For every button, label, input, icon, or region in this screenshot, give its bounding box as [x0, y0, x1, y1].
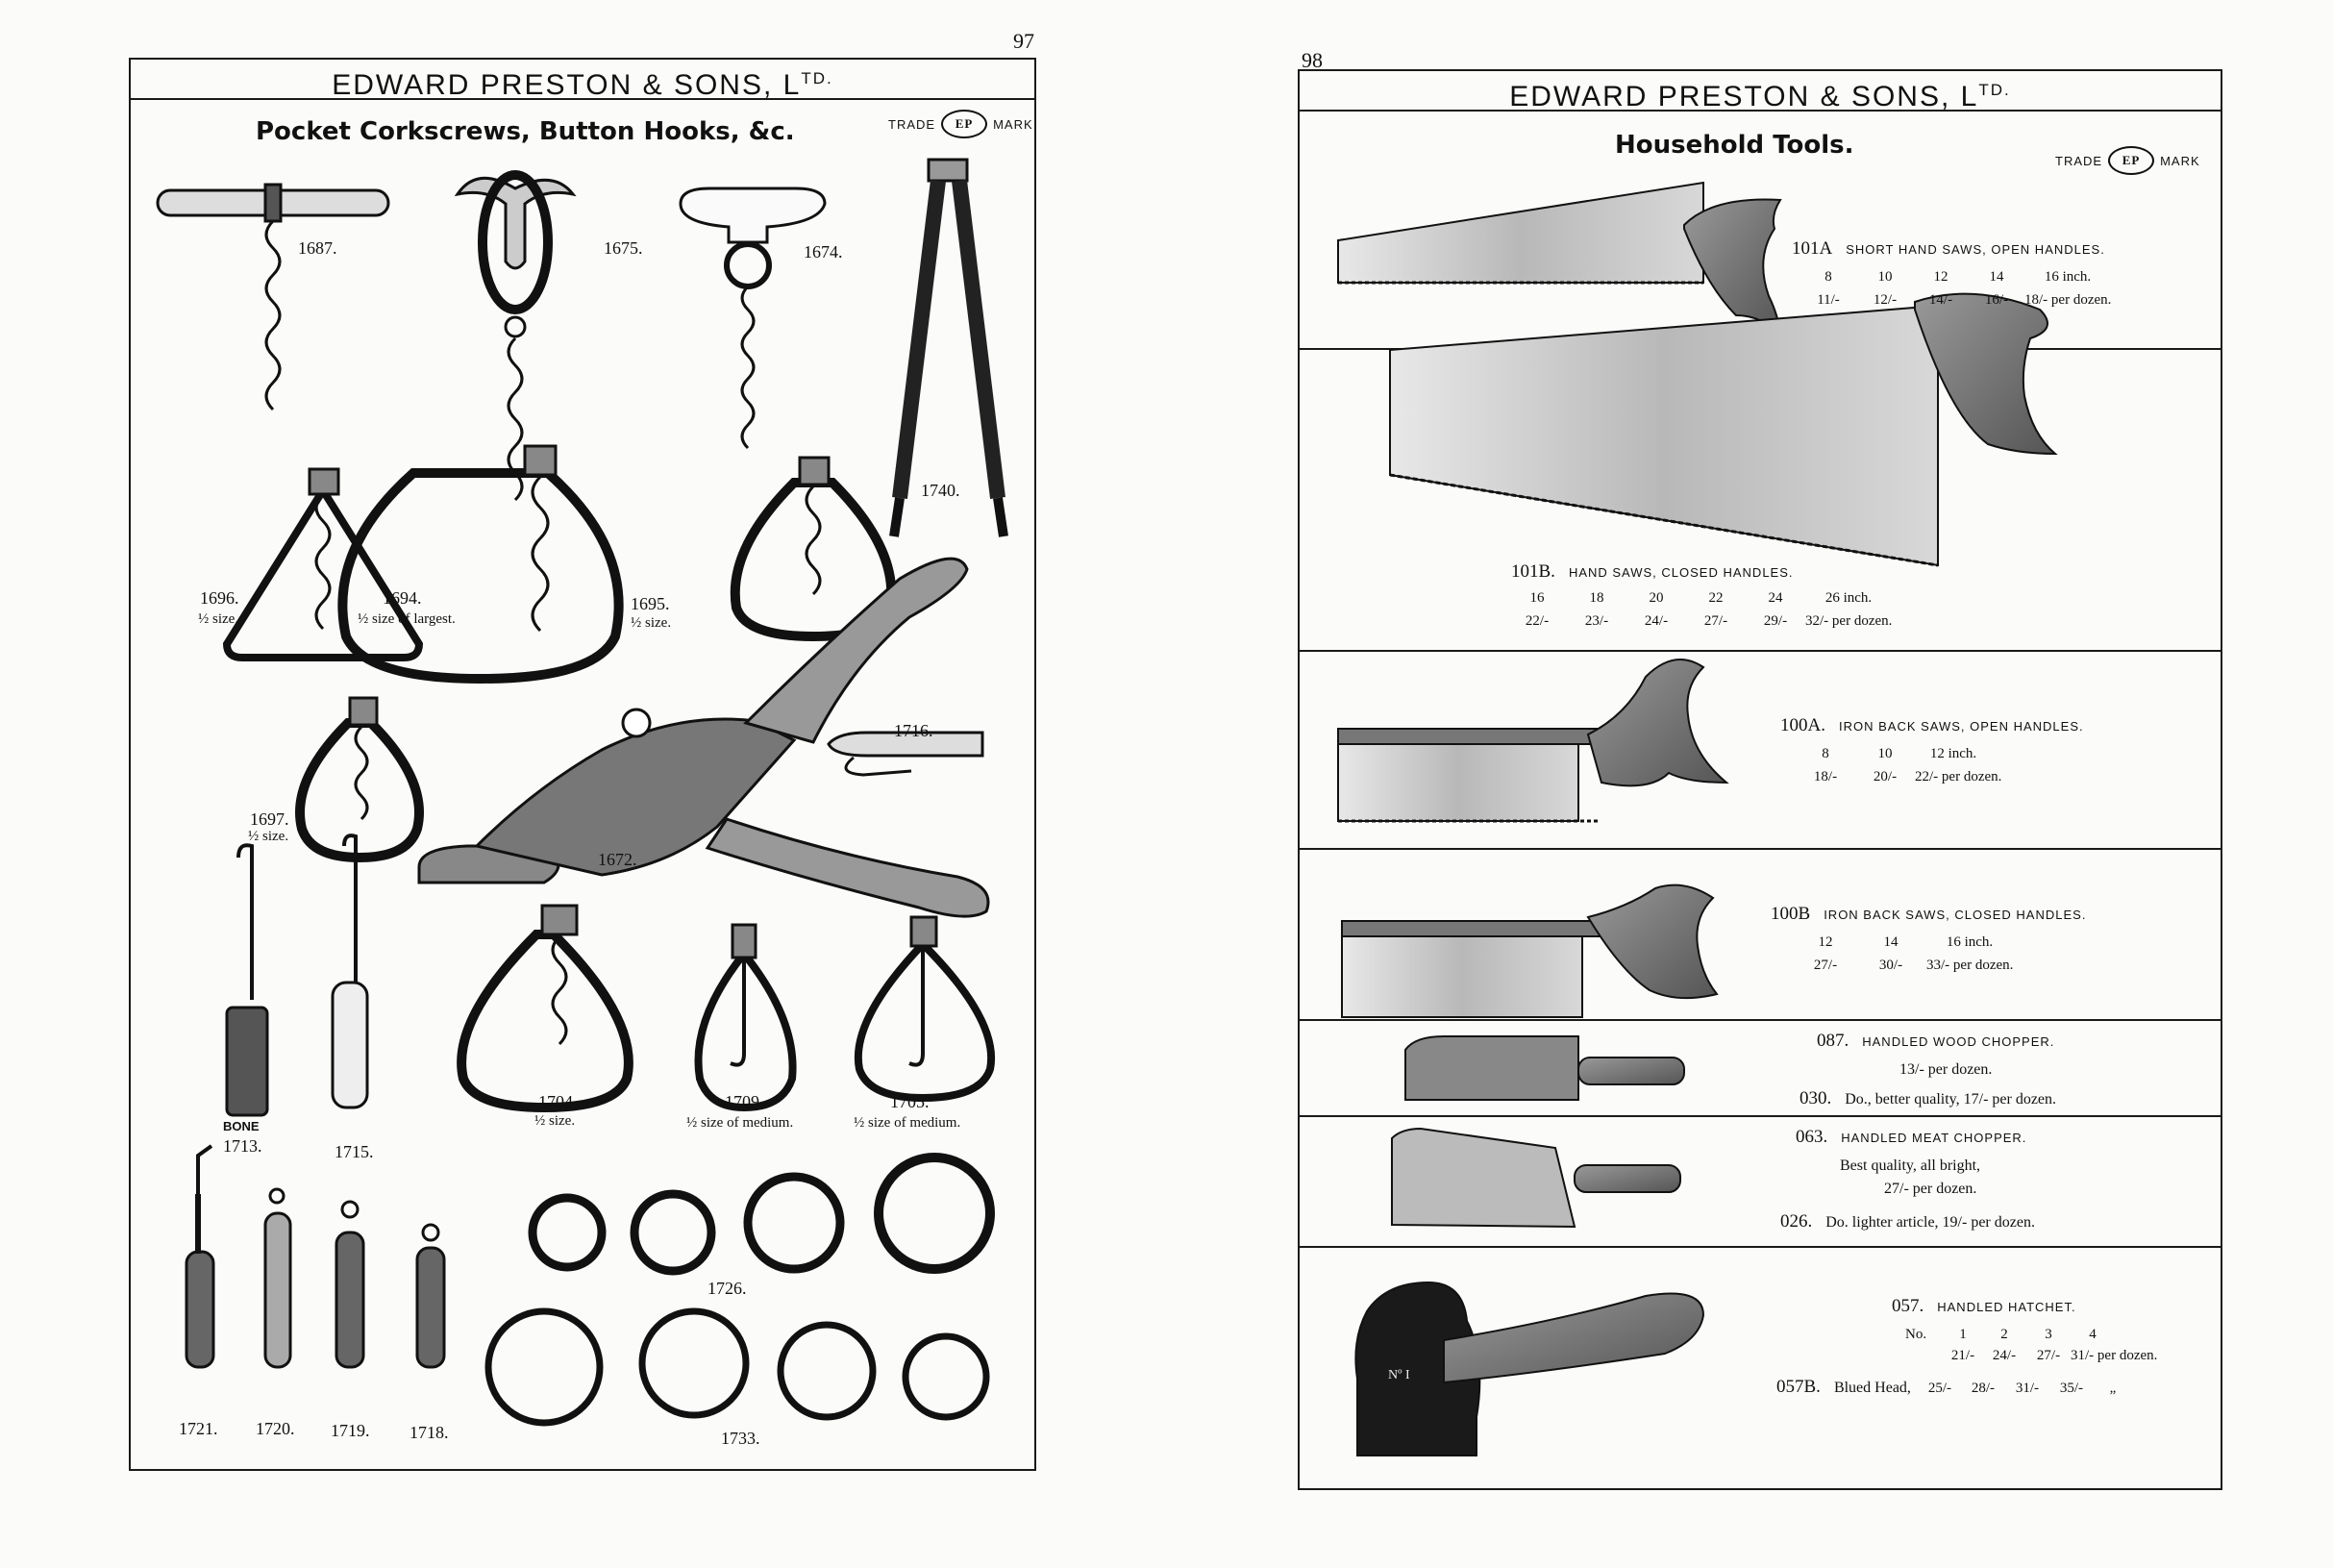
hatchet-057-prices: 21/- 24/- 27/- 31/- per dozen. — [1950, 1348, 2158, 1363]
hatchet-head-mark: Nº I — [1388, 1368, 1410, 1382]
item-1694: 1694. — [383, 588, 422, 608]
page-number-97: 97 — [1013, 29, 1034, 53]
item-1726: 1726. — [707, 1279, 747, 1298]
saw-101a-title: 101A SHORT HAND SAWS, OPEN HANDLES. — [1792, 238, 2105, 259]
right-page — [1159, 0, 2333, 1568]
saw-101b-prices: 22/- 23/- 24/- 27/- 29/- 32/- per dozen. — [1525, 613, 1893, 629]
chopper-063-line1: Best quality, all bright, — [1840, 1157, 1981, 1174]
trademark: TRADE EP MARK — [2055, 146, 2200, 175]
item-1709: 1709. — [725, 1092, 764, 1111]
left-page — [0, 0, 1159, 1568]
right-page-frame — [1298, 69, 2222, 1490]
saw-100a-prices: 18/- 20/- 22/- per dozen. — [1813, 769, 2002, 784]
item-1716: 1716. — [894, 721, 933, 740]
chopper-063-line2: 27/- per dozen. — [1884, 1181, 1977, 1197]
chopper-030-line: 030. Do., better quality, 17/- per dozen. — [1799, 1088, 2057, 1108]
item-1697-size: ½ size. — [248, 829, 289, 844]
trademark: TRADE EP MARK — [888, 110, 1033, 138]
item-1715: 1715. — [335, 1142, 374, 1161]
saw-100b-prices: 27/- 30/- 33/- per dozen. — [1813, 958, 2014, 973]
right-page-header: EDWARD PRESTON & SONS, $L^{TD.}$ — [1300, 71, 2221, 112]
saw-101b-title: 101B. HAND SAWS, CLOSED HANDLES. — [1511, 561, 1794, 582]
saw-101a-prices: 11/- 12/- 14/- 16/- 18/- per dozen. — [1817, 292, 2112, 308]
item-1704: 1704. — [538, 1092, 578, 1111]
item-1720: 1720. — [256, 1419, 295, 1438]
trademark-logo: EP — [2108, 146, 2154, 175]
saw-100b-title: 100B IRON BACK SAWS, CLOSED HANDLES. — [1771, 904, 2087, 924]
saw-100a-sizes: 8 10 12 inch. — [1822, 746, 1977, 761]
hatchet-057-title: 057. HANDLED HATCHET. — [1892, 1296, 2076, 1316]
item-1674: 1674. — [804, 242, 843, 261]
item-1694-size: ½ size of largest. — [358, 611, 456, 627]
corkscrew-illustrations — [131, 60, 1034, 1469]
hatchet-057b-line: 057B. Blued Head, 25/- 28/- 31/- 35/- „ — [1776, 1377, 2117, 1397]
chopper-063-title: 063. HANDLED MEAT CHOPPER. — [1796, 1127, 2027, 1147]
item-1721: 1721. — [179, 1419, 218, 1438]
item-1672: 1672. — [598, 850, 637, 869]
item-1687: 1687. — [298, 238, 337, 258]
page-number-98: 98 — [1302, 48, 1323, 72]
chopper-087-price: 13/- per dozen. — [1899, 1061, 1993, 1078]
section-title-household-tools: Household Tools. — [1615, 131, 1854, 160]
hatchet-057-numbers: No. 1 2 3 4 — [1905, 1327, 2097, 1342]
saw-101a-sizes: 8 10 12 14 16 inch. — [1824, 269, 2092, 285]
item-1697: 1697. — [250, 809, 289, 829]
item-1713: 1713. — [223, 1136, 262, 1156]
item-1695: 1695. — [631, 594, 670, 613]
chopper-087-title: 087. HANDLED WOOD CHOPPER. — [1817, 1031, 2055, 1051]
item-1695-size: ½ size. — [631, 615, 672, 631]
saw-100a-title: 100A. IRON BACK SAWS, OPEN HANDLES. — [1780, 715, 2084, 735]
saw-100b-sizes: 12 14 16 inch. — [1818, 934, 1994, 950]
item-1719: 1719. — [331, 1421, 370, 1440]
chopper-026-line: 026. Do. lighter article, 19/- per dozen. — [1780, 1211, 2035, 1232]
saw-101b-sizes: 16 18 20 22 24 26 inch. — [1529, 590, 1873, 606]
item-1705-size: ½ size of medium. — [854, 1115, 961, 1131]
left-page-header: EDWARD PRESTON & SONS, $L^{TD.}$ — [131, 60, 1034, 100]
item-1709-size: ½ size of medium. — [686, 1115, 794, 1131]
item-1704-size: ½ size. — [534, 1113, 576, 1129]
item-1696-size: ½ size. — [198, 611, 239, 627]
item-1705: 1705. — [890, 1092, 930, 1111]
item-1718: 1718. — [410, 1423, 449, 1442]
item-1733: 1733. — [721, 1429, 760, 1448]
item-1713-material: BONE — [223, 1119, 260, 1133]
item-1675: 1675. — [604, 238, 643, 258]
left-page-frame — [129, 58, 1036, 1471]
item-1740: 1740. — [921, 481, 960, 500]
item-1696: 1696. — [200, 588, 239, 608]
trademark-logo: EP — [941, 110, 987, 138]
section-title-corkscrews: Pocket Corkscrews, Button Hooks, &c. — [256, 117, 795, 146]
